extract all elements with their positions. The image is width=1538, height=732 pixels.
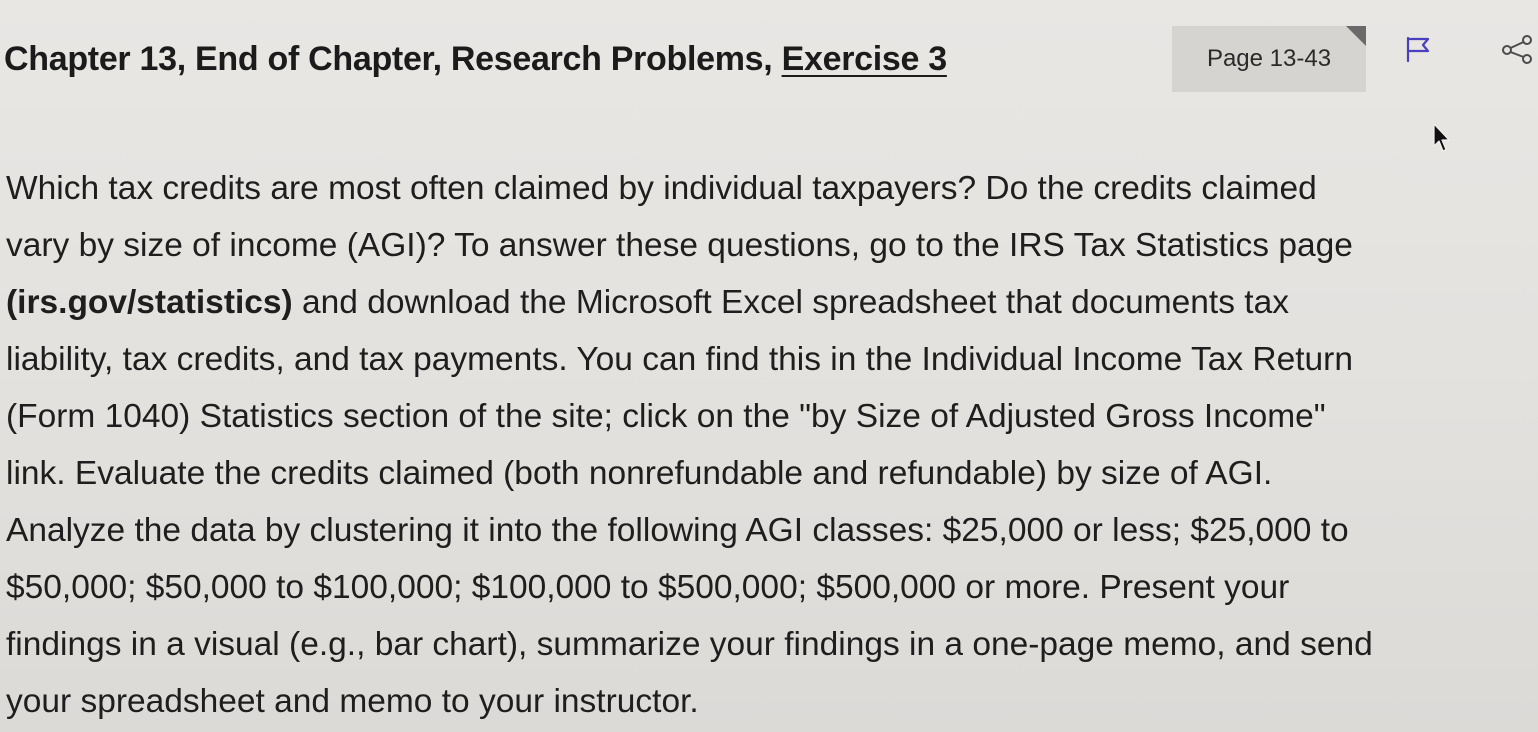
problem-line-5: (Form 1040) Statistics section of the site; click on the "by Size of Adjusted Gross Income": [6, 398, 1326, 435]
page-number-badge[interactable]: [1172, 26, 1366, 92]
problem-line-6: link. Evaluate the credits claimed (both nonrefundable and refundable) by size of AGI.: [6, 455, 1273, 492]
exercise-link[interactable]: Exercise 3: [781, 40, 947, 78]
problem-line-8: $50,000; $50,000 to $100,000; $100,000 to $500,000; $500,000 or more. Present your: [6, 569, 1290, 606]
mouse-cursor-icon: [1432, 122, 1452, 154]
page-number-label: Page 13-43: [1206, 45, 1332, 72]
share-icon[interactable]: [1500, 34, 1534, 64]
problem-text: [6, 160, 1538, 730]
problem-line-4: liability, tax credits, and tax payments. You can find this in the Individual Income Tax Return: [6, 341, 1353, 378]
problem-line-3-rest: and download the Microsoft Excel spreadsheet that documents tax: [292, 284, 1289, 321]
problem-line-10: your spreadsheet and memo to your instructor.: [6, 683, 699, 720]
problem-line-9: findings in a visual (e.g., bar chart), summarize your findings in a one-page memo, and send: [6, 626, 1373, 663]
flag-icon[interactable]: [1404, 34, 1434, 64]
problem-line-2: vary by size of income (AGI)? To answer these questions, go to the IRS Tax Statistics page: [6, 227, 1353, 264]
badge-corner-fold: [1346, 26, 1366, 46]
problem-line-3: [6, 274, 1538, 331]
problem-line-7: Analyze the data by clustering it into the following AGI classes: $25,000 or less; $25,000 to: [6, 512, 1349, 549]
problem-line-1: Which tax credits are most often claimed by individual taxpayers? Do the credits claimed: [6, 170, 1317, 207]
irs-statistics-url: (irs.gov/statistics): [6, 284, 293, 321]
title-prefix: Chapter 13, End of Chapter, Research Problems,: [4, 40, 782, 78]
page-title: [4, 40, 947, 79]
